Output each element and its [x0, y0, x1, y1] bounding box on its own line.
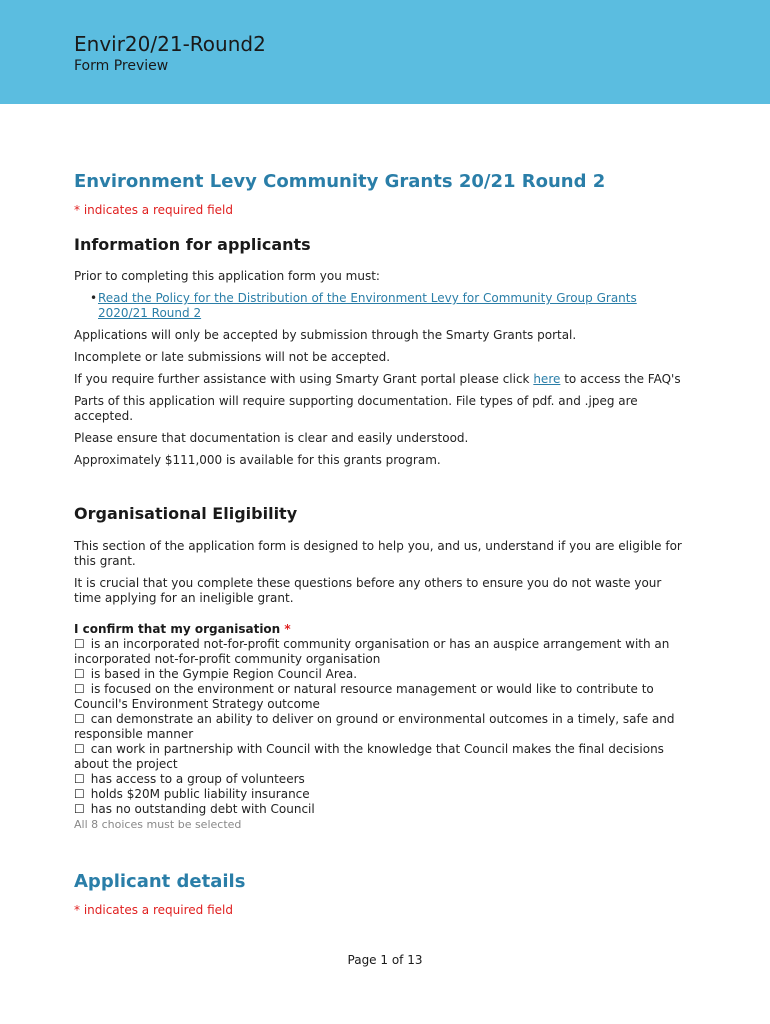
- funding-amount-paragraph: Approximately $111,000 is available for this grants program.: [74, 453, 441, 467]
- required-field-note: * indicates a required field: [74, 203, 233, 217]
- form-code-title: Envir20/21-Round2: [74, 32, 266, 56]
- checkbox-label: has access to a group of volunteers: [90, 772, 305, 786]
- checkbox-label: is focused on the environment or natural resource management or would like to contribute to Council's Environment Strategy outcome: [74, 682, 654, 711]
- eligibility-paragraph: It is crucial that you complete these questions before any others to ensure you do not waste your time applying for an ineligible grant.: [74, 576, 662, 605]
- required-star: *: [284, 622, 291, 636]
- help-paragraph: [74, 372, 684, 387]
- form-content: [74, 170, 684, 918]
- checkbox-icon[interactable]: ☐: [74, 787, 85, 801]
- eligibility-question: [74, 622, 684, 832]
- checkbox-label: can demonstrate an ability to deliver on ground or environmental outcomes in a timely, safe and responsible manner: [74, 712, 675, 741]
- faq-link[interactable]: here: [533, 372, 561, 386]
- checkbox-option[interactable]: [74, 682, 684, 712]
- checkbox-icon[interactable]: ☐: [74, 712, 85, 726]
- page-header: [0, 0, 770, 104]
- prerequisite-list: [74, 291, 684, 321]
- info-section-heading: Information for applicants: [74, 235, 311, 254]
- checkbox-icon[interactable]: ☐: [74, 637, 85, 651]
- checkbox-icon[interactable]: ☐: [74, 667, 85, 681]
- help-text-before: If you require further assistance with using Smarty Grant portal please click: [74, 372, 534, 386]
- checkbox-label: holds $20M public liability insurance: [90, 787, 310, 801]
- checkbox-label: has no outstanding debt with Council: [90, 802, 315, 816]
- required-field-note: * indicates a required field: [74, 903, 233, 917]
- checkbox-option[interactable]: [74, 637, 684, 667]
- info-paragraph: Please ensure that documentation is clear and easily understood.: [74, 431, 469, 445]
- list-item: [74, 291, 684, 321]
- checkbox-icon[interactable]: ☐: [74, 742, 85, 756]
- applicant-details-heading: Applicant details: [74, 871, 246, 892]
- page-number: Page 1 of 13: [347, 953, 423, 967]
- checkbox-icon[interactable]: ☐: [74, 772, 85, 786]
- eligibility-heading: Organisational Eligibility: [74, 504, 298, 523]
- checkbox-label: is an incorporated not-for-profit community organisation or has an auspice arrangement with an incorporated not-for-profit community organisation: [74, 637, 670, 666]
- policy-document-link[interactable]: Read the Policy for the Distribution of the Environment Levy for Community Group Grants 2020/21 Round 2: [98, 291, 637, 320]
- question-hint: All 8 choices must be selected: [74, 818, 242, 831]
- checkbox-label: can work in partnership with Council with the knowledge that Council makes the final decisions about the project: [74, 742, 664, 771]
- form-title: Environment Levy Community Grants 20/21 Round 2: [74, 171, 606, 192]
- help-text-after: to access the FAQ's: [560, 372, 681, 386]
- checkbox-icon[interactable]: ☐: [74, 802, 85, 816]
- info-paragraph: Parts of this application will require supporting documentation. File types of pdf. and .jpeg are accepted.: [74, 394, 638, 423]
- checkbox-option[interactable]: [74, 742, 684, 772]
- info-intro: Prior to completing this application form you must:: [74, 269, 380, 283]
- checkbox-option[interactable]: [74, 787, 684, 802]
- info-paragraph: Applications will only be accepted by submission through the Smarty Grants portal.: [74, 328, 577, 342]
- checkbox-option[interactable]: [74, 667, 684, 682]
- checkbox-option[interactable]: [74, 712, 684, 742]
- checkbox-group: [74, 637, 684, 817]
- form-preview-label: Form Preview: [74, 58, 169, 74]
- checkbox-option[interactable]: [74, 802, 684, 817]
- question-text: I confirm that my organisation: [74, 622, 281, 636]
- checkbox-icon[interactable]: ☐: [74, 682, 85, 696]
- checkbox-option[interactable]: [74, 772, 684, 787]
- eligibility-paragraph: This section of the application form is designed to help you, and us, understand if you are eligible for this grant.: [74, 539, 682, 568]
- checkbox-label: is based in the Gympie Region Council Area.: [90, 667, 358, 681]
- question-label: [74, 622, 684, 637]
- bullet-icon: •: [90, 291, 98, 305]
- info-paragraph: Incomplete or late submissions will not be accepted.: [74, 350, 391, 364]
